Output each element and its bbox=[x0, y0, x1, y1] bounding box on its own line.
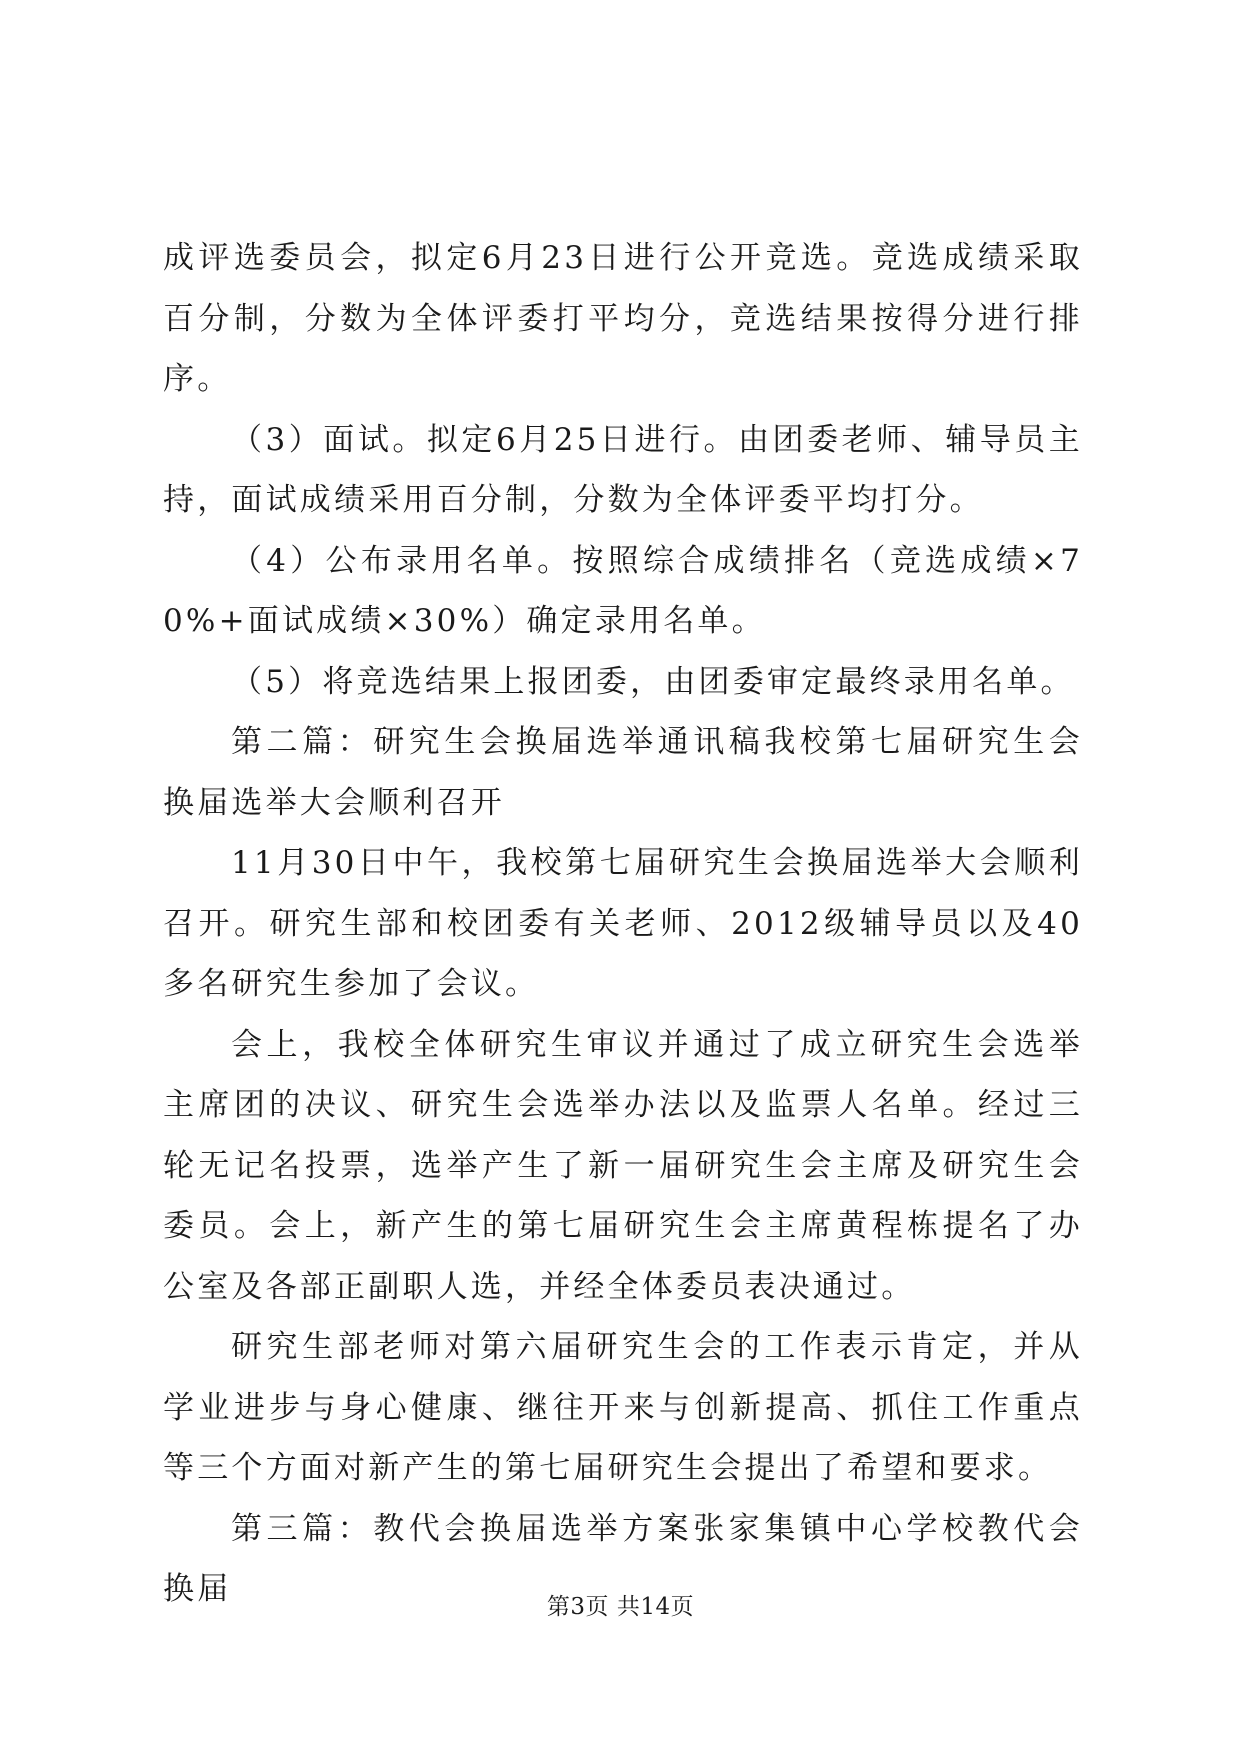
paragraph-interview: （3）面试。拟定6月25日进行。由团委老师、辅导员主持，面试成绩采用百分制，分数为全体评委平均打分。 bbox=[163, 421, 1083, 518]
paragraph-report-results: （5）将竞选结果上报团委，由团委审定最终录用名单。 bbox=[231, 663, 1075, 700]
paragraph-meeting-opening: 11月30日中午，我校第七届研究生会换届选举大会顺利召开。研究生部和校团委有关老师、2012级辅导员以及40多名研究生参加了会议。 bbox=[163, 845, 1083, 1002]
document-body bbox=[163, 228, 1083, 1620]
section-heading-part-two: 第二篇：研究生会换届选举通讯稿我校第七届研究生会换届选举大会顺利召开 bbox=[163, 724, 1083, 821]
page-number-footer: 第3页 共14页 bbox=[546, 1594, 695, 1620]
paragraph-teacher-remarks: 研究生部老师对第六届研究生会的工作表示肯定，并从学业进步与身心健康、继往开来与创新提高、抓住工作重点等三个方面对新产生的第七届研究生会提出了希望和要求。 bbox=[163, 1329, 1083, 1486]
paragraph-publish-list: （4）公布录用名单。按照综合成绩排名（竞选成绩×70%+面试成绩×30%）确定录用名单。 bbox=[163, 542, 1083, 639]
paragraph-continuation: 成评选委员会，拟定6月23日进行公开竞选。竞选成绩采取百分制，分数为全体评委打平均分，竞选结果按得分进行排序。 bbox=[163, 240, 1083, 397]
paragraph-election-process: 会上，我校全体研究生审议并通过了成立研究生会选举主席团的决议、研究生会选举办法以及监票人名单。经过三轮无记名投票，选举产生了新一届研究生会主席及研究生会委员。会上，新产生的第七届研究生会主席黄程栋提名了办公室及各部正副职人选，并经全体委员表决通过。 bbox=[163, 1026, 1083, 1305]
section-heading-part-three: 第三篇：教代会换届选举方案张家集镇中心学校教代会换届 bbox=[163, 1510, 1083, 1607]
